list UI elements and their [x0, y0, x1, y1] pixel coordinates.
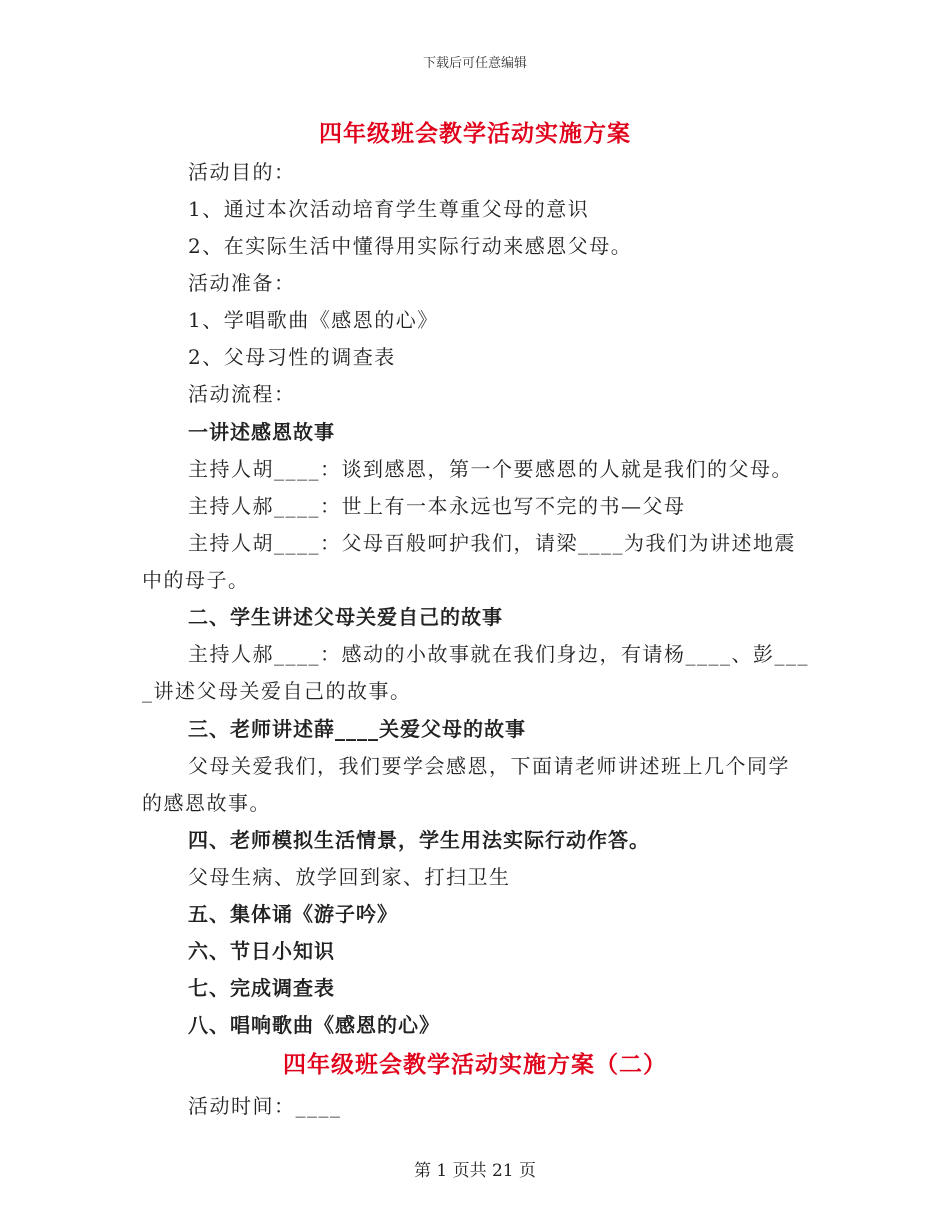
text-line: 主持人胡____：谈到感恩，第一个要感恩的人就是我们的父母。	[188, 457, 793, 481]
text-line: 1、通过本次活动培育学生尊重父母的意识	[188, 197, 590, 221]
page-footer: 第 1 页共 21 页	[413, 1161, 537, 1181]
section-heading: 五、集体诵《游子吟》	[188, 902, 398, 926]
section-heading: 七、完成调查表	[188, 976, 335, 1000]
page-header-note: 下载后可任意编辑	[422, 56, 527, 71]
section-heading: 八、唱响歌曲《感恩的心》	[188, 1013, 440, 1037]
text-line: _讲述父母关爱自己的故事。	[142, 679, 412, 703]
text-line: 活动时间：____	[188, 1094, 342, 1118]
text-line: 父母生病、放学回到家、打扫卫生	[188, 865, 511, 889]
document-title-2: 四年级班会教学活动实施方案（二）	[283, 1051, 667, 1078]
section-heading: 四、老师模拟生活情景，学生用法实际行动作答。	[188, 828, 650, 852]
text-line: 活动目的：	[188, 160, 296, 184]
section-heading: 二、学生讲述父母关爱自己的故事	[188, 605, 503, 629]
text-line: 1、学唱歌曲《感恩的心》	[188, 308, 439, 332]
text-line: 活动准备：	[188, 271, 296, 295]
document-title: 四年级班会教学活动实施方案	[319, 120, 631, 147]
section-heading: 六、节日小知识	[188, 939, 335, 963]
section-heading: 三、老师讲述薛____关爱父母的故事	[188, 717, 526, 741]
text-line: 活动流程：	[188, 382, 296, 406]
text-line: 的感恩故事。	[142, 791, 271, 815]
section-heading: 一讲述感恩故事	[188, 420, 335, 444]
text-line: 主持人郝____：世上有一本永远也写不完的书—父母	[188, 494, 686, 518]
text-line: 2、在实际生活中懂得用实际行动来感恩父母。	[188, 234, 633, 258]
text-line: 2、父母习性的调查表	[188, 345, 396, 369]
text-line: 主持人胡____：父母百般呵护我们，请梁____为我们为讲述地震	[188, 531, 796, 555]
text-line: 中的母子。	[142, 568, 250, 592]
text-line: 主持人郝____：感动的小故事就在我们身边，有请杨____、彭___	[188, 642, 809, 666]
text-line: 父母关爱我们，我们要学会感恩，下面请老师讲述班上几个同学	[188, 754, 790, 778]
